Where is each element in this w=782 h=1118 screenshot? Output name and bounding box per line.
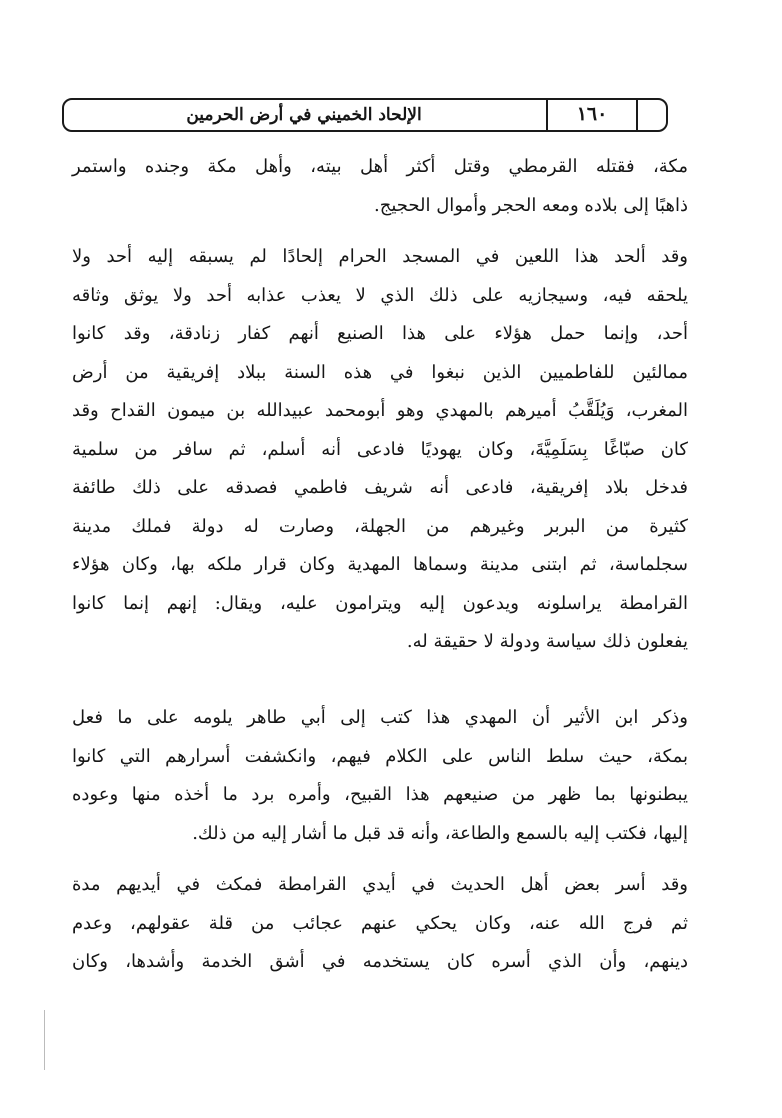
text-line: إليها، فكتب إليه بالسمع والطاعة، وأنه قد قبل ما أشار إليه من ذلك. <box>192 822 688 844</box>
text-line: يبطنونها بما ظهر من صنيعهم هذا القبيح، وأمره برد ما أخذه منها وعوده <box>72 784 688 805</box>
text-line: ممالئين للفاطميين الذين نبغوا في هذه السنة ببلاد إفريقية من أرض <box>72 361 688 383</box>
text-line: دينهم، وأن الذي أسره كان يستخدمه في أشق الخدمة وأشدها، وكان <box>72 951 688 972</box>
paragraph <box>72 238 688 662</box>
text-line: سجلماسة، ثم ابتنى مدينة وسماها المهدية وكان قرار ملكه بها، وكان هؤلاء <box>72 554 688 575</box>
text-line: القرامطة يراسلونه ويدعون إليه ويترامون عليه، ويقال: إنهم إنما كانوا <box>72 592 689 614</box>
paragraph <box>72 699 688 853</box>
text-line: وقد ألحد هذا اللعين في المسجد الحرام إلحادًا لم يسبقه إليه أحد ولا <box>72 246 688 267</box>
text-line: المغرب، وَيُلَقَّبُ أميرهم بالمهدي وهو أبومحمد عبيدالله بن ميمون القداح وقد <box>72 400 688 421</box>
paragraph <box>72 866 688 982</box>
text-line: فدخل بلاد إفريقية، فادعى أنه شريف فاطمي فصدقه على ذلك طائفة <box>72 477 688 498</box>
text-line: مكة، فقتله القرمطي وقتل أكثر أهل بيته، وأهل مكة وجنده واستمر <box>72 156 688 177</box>
text-line: كان صبّاغًا بِسَلَمِيَّةَ، وكان يهوديًا فادعى أنه أسلم، ثم سافر من سلمية <box>72 438 688 460</box>
paragraph <box>72 148 688 225</box>
text-line: أحد، وإنما حمل هؤلاء على هذا الصنيع أنهم كفار زنادقة، وقد كانوا <box>72 323 688 344</box>
header-divider <box>636 100 638 130</box>
text-line: وقد أسر بعض أهل الحديث في أيدي القرامطة فمكث في أيديهم مدة <box>72 874 688 895</box>
running-header-title: الإلحاد الخميني في أرض الحرمين <box>186 105 422 125</box>
text-line: يلحقه فيه، وسيجازيه على ذلك الذي لا يعذب عذابه أحد ولا يوثق وثاقه <box>72 284 688 306</box>
header-divider <box>546 100 548 130</box>
text-line: ثم فرج الله عنه، وكان يحكي عنهم عجائب من قلة عقولهم، وعدم <box>72 912 688 934</box>
text-line: بمكة، حيث سلط الناس على الكلام فيهم، وانكشفت أسرارهم التي كانوا <box>72 745 688 767</box>
text-line: وذكر ابن الأثير أن المهدي هذا كتب إلى أبي طاهر يلومه على ما فعل <box>72 707 688 728</box>
text-line: كثيرة من البربر وغيرهم من الجهلة، وصارت له دولة فملك مدينة <box>72 515 688 537</box>
text-line: ذاهبًا إلى بلاده ومعه الحجر وأموال الحجيج. <box>374 194 688 216</box>
margin-mark <box>44 1010 45 1070</box>
text-line: يفعلون ذلك سياسة ودولة لا حقيقة له. <box>406 631 688 652</box>
page-number: ١٦٠ <box>576 103 608 125</box>
